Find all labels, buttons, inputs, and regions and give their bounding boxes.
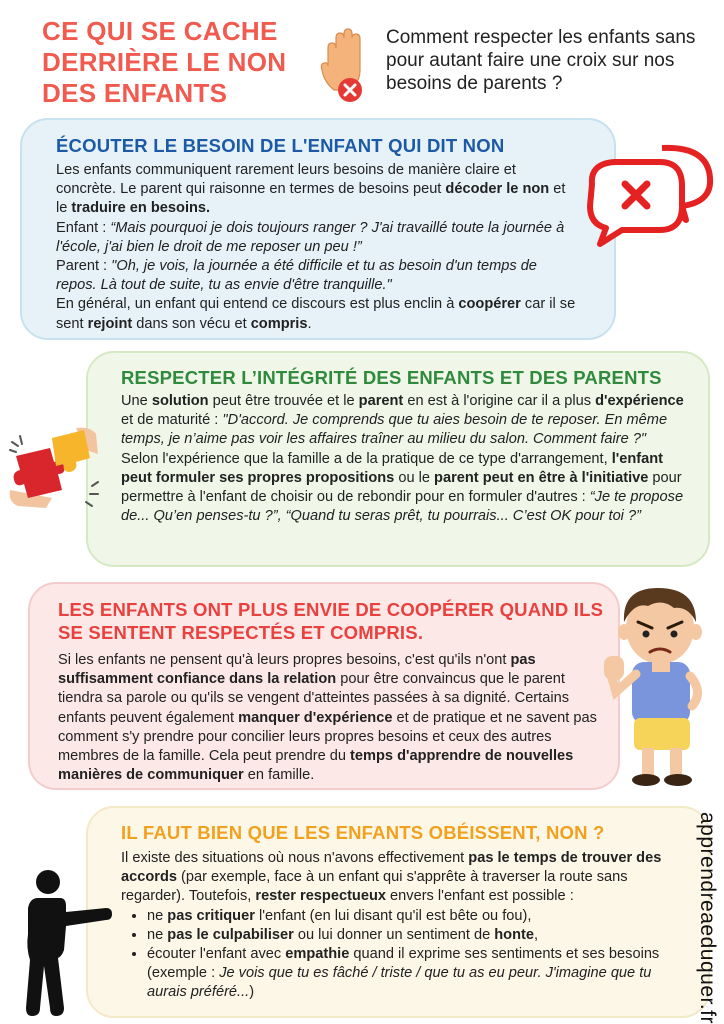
page-subtitle: Comment respecter les enfants sans pour autant faire une croix sur nos besoins de parents ? bbox=[386, 27, 696, 94]
website-url: apprendreaeduquer.fr bbox=[696, 811, 719, 1024]
respect-list bbox=[121, 907, 691, 1003]
list-item: • ne pas le culpabiliser ou lui donner un sentiment de honte, bbox=[147, 926, 691, 945]
section-integrity-heading: RESPECTER L’INTÉGRITÉ DES ENFANTS ET DES PARENTS bbox=[121, 367, 662, 388]
speech-bubbles-x-icon bbox=[582, 140, 716, 250]
page-title: CE QUI SE CACHE DERRIÈRE LE NON DES ENFANTS bbox=[42, 16, 287, 108]
section-obey-text: Il existe des situations où nous n'avons effectivement pas le temps de trouver des accords (par exemple, face à un enfant qui s'apprête à traverser la route sans regarder). Toutefois, rester respectueux envers l'enfant est possible : • ne pas critiquer l'enfant (en lui disant qu'il est bête ou fou), • ne pas le culpabiliser ou lui donner un sentiment de honte, • écouter l'enfant avec empathie quand il exprime ses sentiments et ses besoins (exemple : Je vois que tu es fâché / triste / que tu as eu peur. J'imagine que tu aurais préféré...) bbox=[121, 849, 691, 1003]
section-listen-heading: ÉCOUTER LE BESOIN DE L'ENFANT QUI DIT NON bbox=[56, 135, 505, 156]
section-cooperate-text: Si les enfants ne pensent qu'à leurs propres besoins, c'est qu'ils n'ont pas suffisamment confiance dans la relation pour être convaincus que le parent tiendra sa parole ou qu'ils se vengent d'atteintes passées à sa dignité. Certains enfants peuvent également manquer d'expérience et de pratique et ne savent pas comment s'y prendre pour concilier leurs propres besoins et ceux des autres membres de la famille. Cela peut prendre du temps d'apprendre de nouvelles manières de communiquer en famille. bbox=[58, 652, 597, 784]
angry-boy-illustration bbox=[602, 582, 714, 790]
section-cooperate-heading: LES ENFANTS ONT PLUS ENVIE DE COOPÉRER QUAND ILS SE SENTENT RESPECTÉS ET COMPRIS. bbox=[58, 599, 604, 643]
section-integrity-text: Une solution peut être trouvée et le parent en est à l'origine car il a plus d'expérience et de maturité : "D'accord. Je comprends que tu aies besoin de te reposer. En même temps, je n’aime pas voir les affaires traîner au milieu du salon. Comment faire ?" Selon l'expérience que la famille a de la pratique de ce type d'arrangement, l'enfant peut formuler ses propres propositions ou le parent peut en être à l'initiative pour permettre à l'enfant de choisir ou de rebondir pour en formuler d'autres : “Je te propose de... Qu’en penses-tu ?”, “Quand tu seras prêt, tu pourrais... C’est OK pour toi ?” bbox=[121, 393, 684, 525]
pointing-stick-figure-icon bbox=[22, 868, 112, 1018]
stop-hand-icon bbox=[318, 26, 376, 108]
puzzle-hands-icon bbox=[6, 420, 102, 512]
list-item: • ne pas critiquer l'enfant (en lui disant qu'il est bête ou fou), bbox=[147, 907, 691, 926]
section-obey-heading: IL FAUT BIEN QUE LES ENFANTS OBÉISSENT, NON ? bbox=[121, 822, 605, 843]
list-item: • écouter l'enfant avec empathie quand il exprime ses sentiments et ses besoins (exemple : Je vois que tu es fâché / triste / que tu as eu peur. J'imagine que tu aurais préféré...) bbox=[147, 945, 691, 1003]
section-listen-text: Les enfants communiquent rarement leurs besoins de manière claire et concrète. Le parent qui raisonne en termes de besoins peut décoder le non et le traduire en besoins. Enfant : “Mais pourquoi je dois toujours ranger ? J'ai travaillé toute la journée à l'école, j'ai bien le droit de me reposer un peu !” Parent : "Oh, je vois, la journée a été difficile et tu as besoin d'un temps de repos. Là tout de suite, tu as envie d'être tranquille." En général, un enfant qui entend ce discours est plus enclin à coopérer car il se sent rejoint dans son vécu et compris. bbox=[56, 162, 576, 332]
